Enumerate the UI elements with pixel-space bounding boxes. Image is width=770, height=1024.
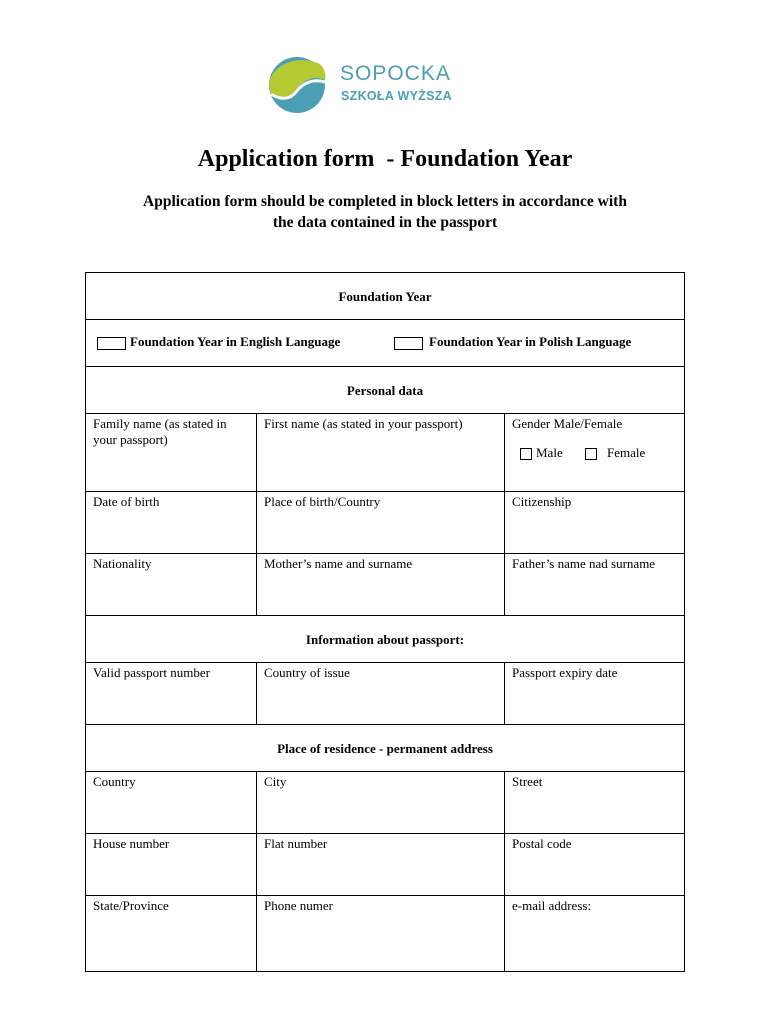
flat-number-field[interactable]: Flat number (257, 834, 505, 895)
personal-data-header-text: Personal data (346, 383, 424, 398)
residence-row-numbers (85, 833, 685, 895)
foundation-year-header-text: Foundation Year (338, 289, 432, 304)
email-address-field[interactable]: e-mail address: (512, 898, 592, 913)
residence-city-field[interactable]: City (257, 772, 505, 833)
polish-checkbox[interactable] (394, 337, 423, 350)
family-name-field[interactable]: Family name (as stated in your passport) (86, 414, 257, 491)
residence-row-contact (85, 895, 685, 972)
state-province-field[interactable]: State/Province (86, 896, 257, 971)
passport-expiry-field[interactable]: Passport expiry date (512, 665, 618, 680)
first-name-field[interactable]: First name (as stated in your passport) (257, 414, 505, 491)
option-polish[interactable] (394, 334, 631, 350)
page-title: Application form - Foundation Year (197, 146, 573, 172)
logo-mark-icon (268, 56, 326, 114)
passport-row (85, 662, 685, 724)
place-of-birth-field[interactable]: Place of birth/Country (257, 492, 505, 553)
residence-country-field[interactable]: Country (86, 772, 257, 833)
mother-name-field[interactable]: Mother’s name and surname (257, 554, 505, 615)
father-name-field[interactable]: Father’s name nad surname (512, 556, 656, 571)
gender-male-option[interactable] (520, 445, 563, 461)
option-english-label: Foundation Year in English Language (130, 334, 341, 349)
female-label: Female (607, 445, 646, 460)
passport-number-field[interactable]: Valid passport number (86, 663, 257, 724)
english-checkbox[interactable] (97, 337, 126, 350)
gender-female-option[interactable] (585, 445, 645, 461)
male-checkbox[interactable] (520, 448, 532, 460)
female-checkbox[interactable] (585, 448, 597, 460)
foundation-options-row (85, 319, 685, 366)
residence-header-text: Place of residence - permanent address (277, 741, 493, 756)
country-of-issue-field[interactable]: Country of issue (257, 663, 505, 724)
gender-label: Gender Male/Female (512, 416, 623, 431)
passport-header (85, 615, 685, 662)
page-subtitle (0, 191, 770, 233)
phone-number-field[interactable]: Phone numer (257, 896, 505, 971)
nationality-field[interactable]: Nationality (86, 554, 257, 615)
application-form (85, 272, 685, 972)
residence-header (85, 724, 685, 771)
option-english[interactable] (97, 334, 340, 350)
school-logo (268, 56, 458, 116)
foundation-year-header (85, 272, 685, 319)
passport-header-text: Information about passport: (305, 632, 465, 647)
logo-text-subname: SZKOŁA WYŻSZA (341, 89, 453, 103)
option-polish-label: Foundation Year in Polish Language (429, 334, 632, 349)
subtitle-line-2: the data contained in the passport (272, 214, 498, 231)
house-number-field[interactable]: House number (86, 834, 257, 895)
personal-row-names (85, 413, 685, 491)
citizenship-field[interactable]: Citizenship (512, 494, 572, 509)
gender-field (505, 414, 686, 491)
logo-text-name: SOPOCKA (340, 62, 451, 85)
personal-data-header (85, 366, 685, 413)
personal-row-birth (85, 491, 685, 553)
postal-code-field[interactable]: Postal code (512, 836, 572, 851)
date-of-birth-field[interactable]: Date of birth (86, 492, 257, 553)
personal-row-parents (85, 553, 685, 615)
male-label: Male (536, 445, 563, 460)
subtitle-line-1: Application form should be completed in block letters in accordance with (143, 193, 627, 210)
residence-street-field[interactable]: Street (512, 774, 543, 789)
residence-row-location (85, 771, 685, 833)
